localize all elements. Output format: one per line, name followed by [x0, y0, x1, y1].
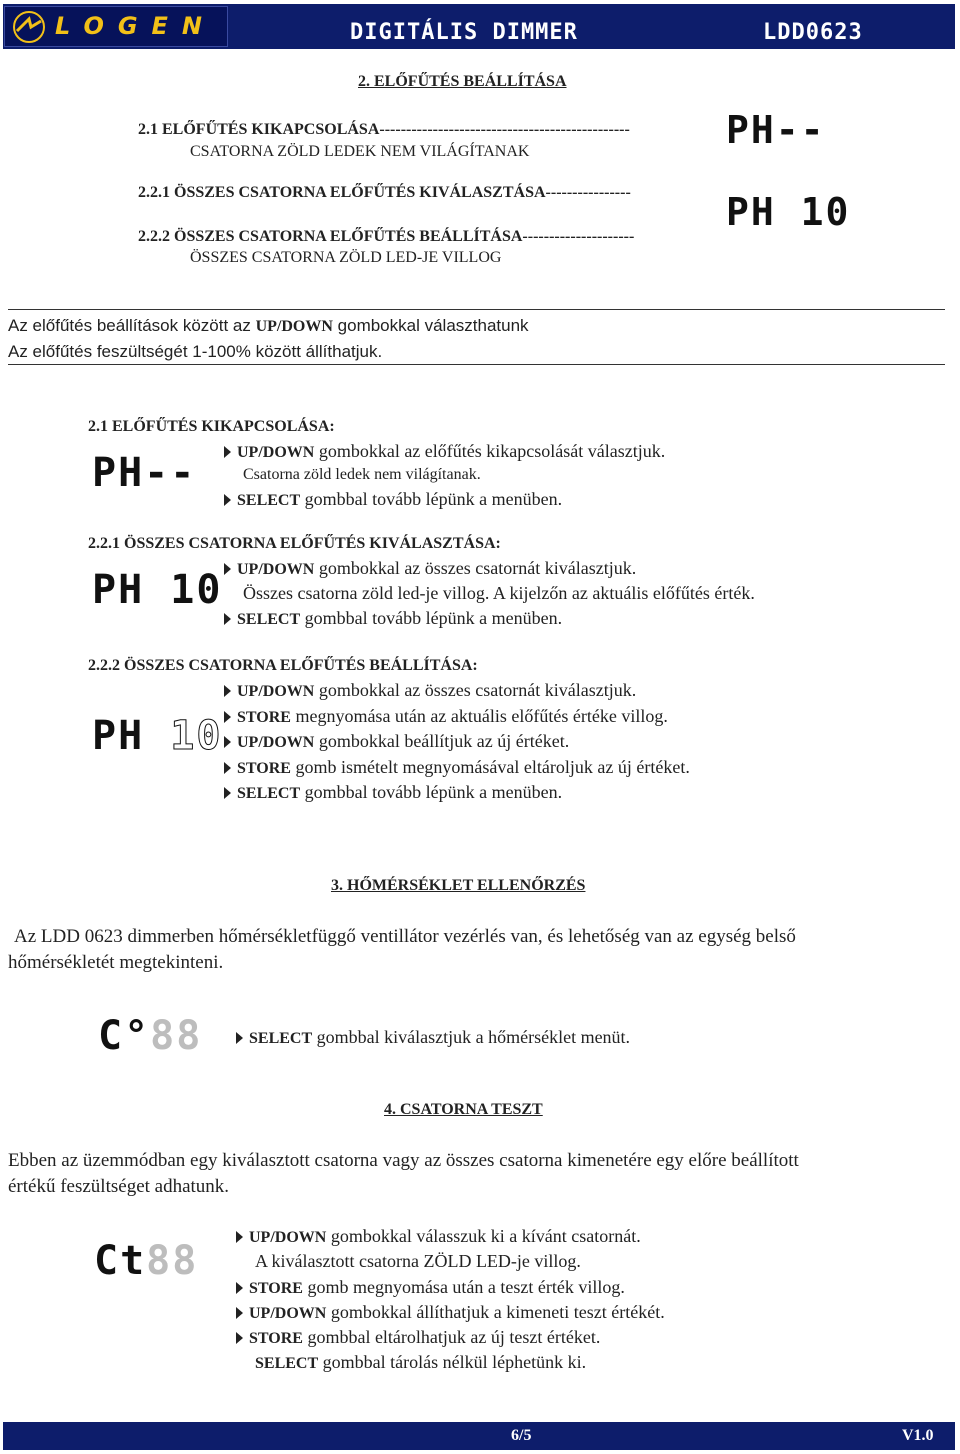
- s21-bullet-1b: Csatorna zöld ledek nem világítanak.: [243, 466, 481, 483]
- overview-line-2: 2.2.1 ÖSSZES CSATORNA ELŐFŰTÉS KIVÁLASZTÁSA----------------: [138, 184, 631, 201]
- section3-display: C°88: [98, 1013, 203, 1059]
- section4-para-2: értékű feszültséget adhatunk.: [8, 1176, 230, 1197]
- arrow-right-icon: [224, 563, 231, 575]
- divider-top: [8, 309, 945, 310]
- document-title: DIGITÁLIS DIMMER: [350, 20, 578, 45]
- section3-bullet-1: SELECT gombbal kiválasztjuk a hőmérséklet menüt.: [236, 1027, 630, 1048]
- note-line-1: Az előfűtés beállítások között az UP/DOWN gombokkal választhatunk: [8, 316, 529, 335]
- s222-bullet-4: STORE gomb ismételt megnyomásával eltároljuk az új értéket.: [224, 757, 690, 778]
- arrow-right-icon: [236, 1231, 243, 1243]
- overview-line-3: 2.2.2 ÖSSZES CSATORNA ELŐFŰTÉS BEÁLLÍTÁSA---------------------: [138, 228, 635, 245]
- section4-bullet-2: STORE gomb megnyomása után a teszt érték villog.: [236, 1277, 625, 1298]
- arrow-right-icon: [236, 1032, 243, 1044]
- section4-heading: 4. CSATORNA TESZT: [384, 1101, 543, 1118]
- arrow-right-icon: [224, 787, 231, 799]
- arrow-right-icon: [224, 762, 231, 774]
- s221-title: 2.2.1 ÖSSZES CSATORNA ELŐFŰTÉS KIVÁLASZTÁSA:: [88, 535, 501, 552]
- logo-text: LOGEN: [55, 12, 217, 40]
- s222-bullet-1: UP/DOWN gombokkal az összes csatornát kiválasztjuk.: [224, 680, 636, 701]
- arrow-right-icon: [224, 494, 231, 506]
- arrow-right-icon: [224, 736, 231, 748]
- section2-heading: 2. ELŐFŰTÉS BEÁLLÍTÁSA: [358, 73, 567, 90]
- arrow-right-icon: [236, 1332, 243, 1344]
- arrow-right-icon: [224, 711, 231, 723]
- s222-title: 2.2.2 ÖSSZES CSATORNA ELŐFŰTÉS BEÁLLÍTÁSA:: [88, 657, 478, 674]
- note-line-2: Az előfűtés feszültségét 1-100% között állíthatjuk.: [8, 342, 383, 361]
- section3-heading: 3. HŐMÉRSÉKLET ELLENŐRZÉS: [331, 877, 586, 894]
- page-number: 6/5: [511, 1427, 532, 1444]
- s21-bullet-2: SELECT gombbal tovább lépünk a menüben.: [224, 489, 562, 510]
- section4-bullet-1: UP/DOWN gombokkal válasszuk ki a kívánt csatornát.: [236, 1226, 641, 1247]
- overview-line-1: 2.1 ELŐFŰTÉS KIKAPCSOLÁSA-----------------------------------------------: [138, 121, 630, 138]
- s21-bullet-1: UP/DOWN gombokkal az előfűtés kikapcsolását választjuk.: [224, 441, 665, 462]
- section4-bullet-3: UP/DOWN gombokkal állíthatjuk a kimeneti teszt értékét.: [236, 1302, 665, 1323]
- arrow-right-icon: [224, 446, 231, 458]
- s222-bullet-3: UP/DOWN gombokkal beállítjuk az új értéket.: [224, 731, 569, 752]
- section4-bullet-5: SELECT gombbal tárolás nélkül léphetünk ki.: [255, 1352, 587, 1372]
- section4-para-1: Ebben az üzemmódban egy kiválasztott csatorna vagy az összes csatorna kimenetére egy előre beállított: [8, 1150, 799, 1171]
- s221-bullet-1b: Összes csatorna zöld led-je villog. A kijelzőn az aktuális előfűtés érték.: [243, 583, 755, 603]
- section3-para-1: Az LDD 0623 dimmerben hőmérsékletfüggő ventillátor vezérlés van, és lehetőség van az egység belső: [14, 926, 796, 947]
- logo-emblem-icon: [9, 9, 49, 45]
- overview-line-1b: CSATORNA ZÖLD LEDEK NEM VILÁGÍTANAK: [190, 143, 530, 160]
- s221-bullet-2: SELECT gombbal tovább lépünk a menüben.: [224, 608, 562, 629]
- arrow-right-icon: [236, 1282, 243, 1294]
- section4-bullet-4: STORE gombbal eltárolhatjuk az új teszt értéket.: [236, 1327, 600, 1348]
- arrow-right-icon: [224, 613, 231, 625]
- overview-display-off: PH--: [726, 108, 826, 152]
- footer-bar: [3, 1422, 955, 1450]
- s221-bullet-1: UP/DOWN gombokkal az összes csatornát kiválasztjuk.: [224, 558, 636, 579]
- arrow-right-icon: [224, 685, 231, 697]
- arrow-right-icon: [236, 1307, 243, 1319]
- overview-line-3b: ÖSSZES CSATORNA ZÖLD LED-JE VILLOG: [190, 249, 502, 266]
- section3-para-2: hőmérsékletét megtekinteni.: [8, 952, 224, 973]
- overview-display-value: PH 10: [726, 190, 851, 234]
- divider-bottom: [8, 364, 945, 365]
- s222-display: PH 10: [92, 713, 223, 759]
- product-code: LDD0623: [763, 20, 863, 45]
- section4-bullet-1b: A kiválasztott csatorna ZÖLD LED-je villog.: [255, 1251, 581, 1271]
- s222-bullet-2: STORE megnyomása után az aktuális előfűtés értéke villog.: [224, 706, 668, 727]
- version-label: V1.0: [902, 1427, 934, 1444]
- s221-display: PH 10: [92, 567, 223, 613]
- section4-display: Ct88: [94, 1238, 199, 1284]
- s222-bullet-5: SELECT gombbal tovább lépünk a menüben.: [224, 782, 562, 803]
- s21-title: 2.1 ELŐFŰTÉS KIKAPCSOLÁSA:: [88, 418, 335, 435]
- s21-display: PH--: [92, 450, 197, 496]
